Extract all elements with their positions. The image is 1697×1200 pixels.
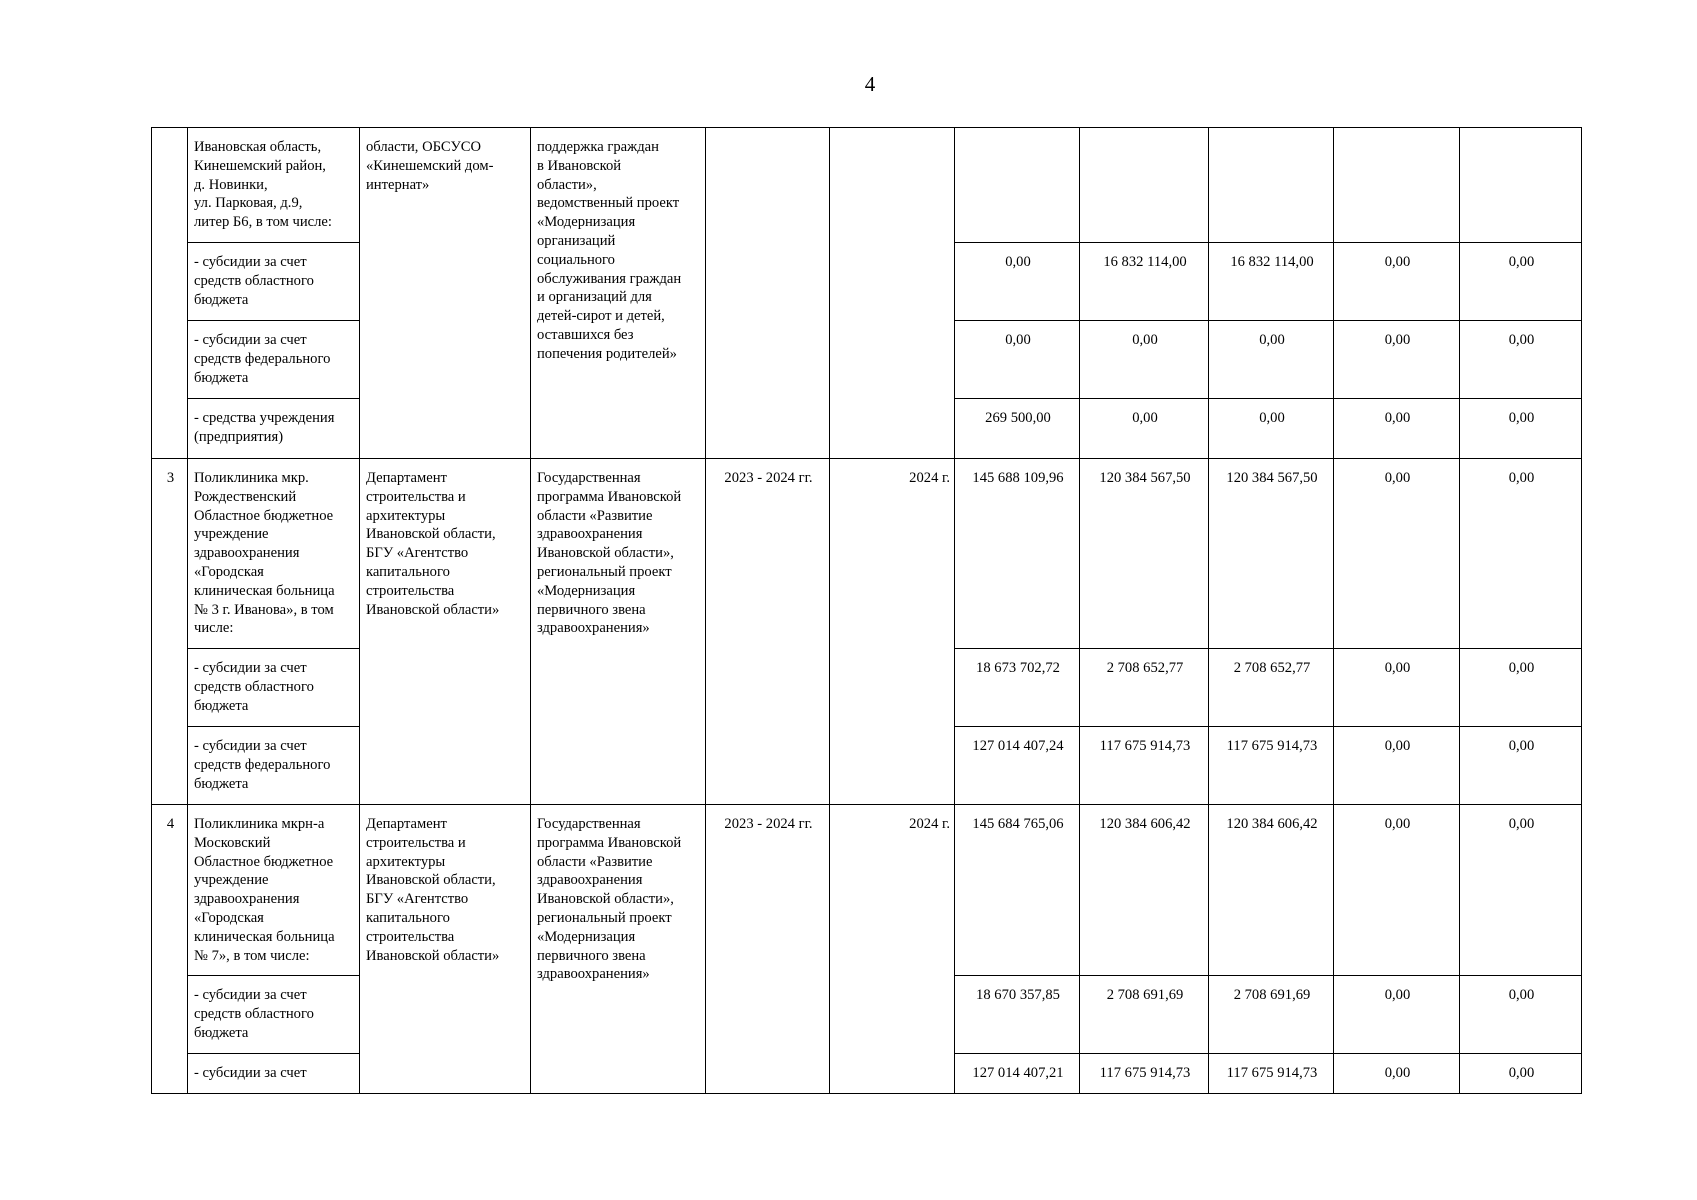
page-number: 4 [864, 72, 876, 96]
amount-cell: 0,00 [1460, 459, 1582, 649]
amount-cell: 0,00 [1334, 243, 1460, 321]
funding-source-label: - средства учреждения (предприятия) [188, 399, 360, 459]
funding-source-label: - субсидии за счет средств областного бюджета [188, 976, 360, 1054]
funding-source-label: - субсидии за счет средств федерального бюджета [188, 727, 360, 805]
year-cell: 2024 г. [830, 805, 955, 1094]
table-row [152, 459, 1582, 649]
amount-cell: 2 708 691,69 [1209, 976, 1334, 1054]
amount-cell: 127 014 407,24 [955, 727, 1080, 805]
amount-cell: 0,00 [1334, 649, 1460, 727]
row-index [152, 128, 188, 459]
customer-cell: Департамент строительства и архитектуры Ивановской области, БГУ «Агентство капитального строительства Ивановской области» [360, 459, 531, 805]
amount-cell: 120 384 606,42 [1080, 805, 1209, 976]
funding-source-label: - субсидии за счет средств областного бюджета [188, 649, 360, 727]
amount-cell: 0,00 [1334, 976, 1460, 1054]
amount-cell: 0,00 [1460, 1054, 1582, 1094]
amount-cell: 117 675 914,73 [1080, 1054, 1209, 1094]
amount-cell: 18 670 357,85 [955, 976, 1080, 1054]
amount-cell: 2 708 652,77 [1080, 649, 1209, 727]
program-cell: поддержка граждан в Ивановской области», ведомственный проект «Модернизация организаций социального обслуживания граждан и организаций для детей-сирот и детей, оставшихся без попечения родителей» [531, 128, 706, 459]
table-row [152, 128, 1582, 243]
period-cell [706, 128, 830, 459]
period-cell: 2023 - 2024 гг. [706, 459, 830, 805]
funding-source-label: - субсидии за счет средств областного бюджета [188, 243, 360, 321]
amount-cell: 0,00 [1460, 727, 1582, 805]
financing-table [151, 127, 1582, 1094]
amount-cell: 0,00 [1209, 321, 1334, 399]
year-cell [830, 128, 955, 459]
amount-cell: 0,00 [1460, 243, 1582, 321]
amount-cell: 0,00 [955, 321, 1080, 399]
amount-cell: 0,00 [1334, 321, 1460, 399]
amount-cell: 145 684 765,06 [955, 805, 1080, 976]
funding-source-label: - субсидии за счет средств федерального бюджета [188, 321, 360, 399]
amount-cell: 0,00 [1080, 399, 1209, 459]
object-cell: Поликлиника мкр. Рождественский Областное бюджетное учреждение здравоохранения «Городская клиническая больница № 3 г. Иванова», в том числе: [188, 459, 360, 649]
amount-cell: 0,00 [1460, 399, 1582, 459]
customer-cell: области, ОБСУСО «Кинешемский дом- интернат» [360, 128, 531, 459]
amount-cell: 269 500,00 [955, 399, 1080, 459]
amount-cell: 0,00 [1460, 649, 1582, 727]
amount-cell: 0,00 [1334, 805, 1460, 976]
program-cell: Государственная программа Ивановской области «Развитие здравоохранения Ивановской области», региональный проект «Модернизация первичного звена здравоохранения» [531, 459, 706, 805]
amount-cell: 18 673 702,72 [955, 649, 1080, 727]
amount-cell [1460, 128, 1582, 243]
amount-cell: 0,00 [1460, 976, 1582, 1054]
amount-cell: 117 675 914,73 [1209, 1054, 1334, 1094]
year-cell: 2024 г. [830, 459, 955, 805]
amount-cell: 0,00 [1080, 321, 1209, 399]
amount-cell: 0,00 [1209, 399, 1334, 459]
amount-cell: 0,00 [955, 243, 1080, 321]
row-index: 4 [152, 805, 188, 1094]
amount-cell: 0,00 [1460, 805, 1582, 976]
amount-cell: 0,00 [1460, 321, 1582, 399]
amount-cell [1209, 128, 1334, 243]
program-cell: Государственная программа Ивановской области «Развитие здравоохранения Ивановской области», региональный проект «Модернизация первичного звена здравоохранения» [531, 805, 706, 1094]
amount-cell: 0,00 [1334, 459, 1460, 649]
period-cell: 2023 - 2024 гг. [706, 805, 830, 1094]
amount-cell: 2 708 691,69 [1080, 976, 1209, 1054]
object-cell: Ивановская область, Кинешемский район, д. Новинки, ул. Парковая, д.9, литер Б6, в том числе: [188, 128, 360, 243]
amount-cell: 120 384 606,42 [1209, 805, 1334, 976]
amount-cell [955, 128, 1080, 243]
amount-cell: 145 688 109,96 [955, 459, 1080, 649]
amount-cell: 2 708 652,77 [1209, 649, 1334, 727]
customer-cell: Департамент строительства и архитектуры Ивановской области, БГУ «Агентство капитального строительства Ивановской области» [360, 805, 531, 1094]
amount-cell: 0,00 [1334, 399, 1460, 459]
amount-cell [1080, 128, 1209, 243]
amount-cell: 0,00 [1334, 727, 1460, 805]
amount-cell: 127 014 407,21 [955, 1054, 1080, 1094]
amount-cell: 16 832 114,00 [1209, 243, 1334, 321]
amount-cell: 120 384 567,50 [1080, 459, 1209, 649]
funding-source-label: - субсидии за счет [188, 1054, 360, 1094]
amount-cell: 117 675 914,73 [1209, 727, 1334, 805]
amount-cell: 16 832 114,00 [1080, 243, 1209, 321]
table-row [152, 805, 1582, 976]
object-cell: Поликлиника мкрн-а Московский Областное бюджетное учреждение здравоохранения «Городская клиническая больница № 7», в том числе: [188, 805, 360, 976]
amount-cell: 117 675 914,73 [1080, 727, 1209, 805]
amount-cell: 0,00 [1334, 1054, 1460, 1094]
amount-cell: 120 384 567,50 [1209, 459, 1334, 649]
amount-cell [1334, 128, 1460, 243]
row-index: 3 [152, 459, 188, 805]
